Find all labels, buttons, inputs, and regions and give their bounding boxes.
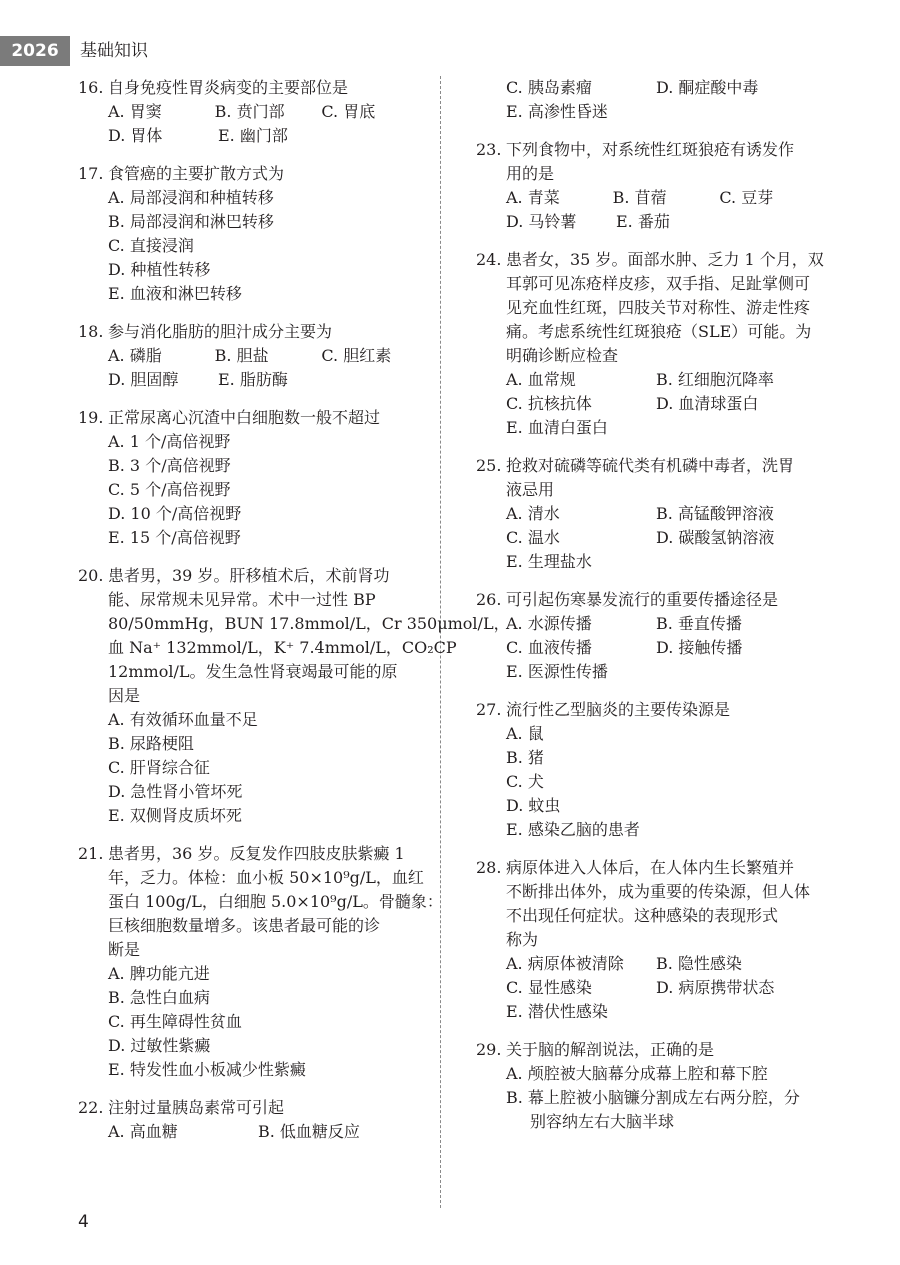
option-c[interactable]: C. 胃底 [321, 102, 376, 121]
option-d[interactable]: D. 急性肾小管坏死 [108, 782, 243, 801]
question-number: 22. [78, 1098, 104, 1117]
question-stem-line: 80/50mmHg，BUN 17.8mmol/L，Cr 350μmol/L， [108, 614, 510, 633]
option-b[interactable]: B. 高锰酸钾溶液 [656, 504, 774, 523]
question-stem-line: 因是 [108, 686, 141, 705]
question-number: 19. [78, 408, 104, 427]
option-c[interactable]: C. 胆红素 [321, 346, 392, 365]
option-b[interactable]: B. 低血糖反应 [258, 1122, 360, 1141]
option-b[interactable]: B. 局部浸润和淋巴转移 [108, 212, 274, 231]
option-a[interactable]: A. 血常规 [506, 370, 576, 389]
page-number: 4 [78, 1212, 89, 1232]
question-22 [78, 1096, 428, 1144]
option-e[interactable]: E. 血液和淋巴转移 [108, 284, 242, 303]
question-stem-line: 耳郭可见冻疮样皮疹，双手指、足趾掌侧可 [506, 274, 811, 293]
question-stem-line: 痛。考虑系统性红斑狼疮（SLE）可能。为 [506, 322, 812, 341]
option-a[interactable]: A. 脾功能亢进 [108, 964, 210, 983]
question-stem-line: 患者男，36 岁。反复发作四肢皮肤紫癜 1 [108, 844, 405, 863]
option-e[interactable]: E. 特发性血小板减少性紫癜 [108, 1060, 306, 1079]
question-stem: 食管癌的主要扩散方式为 [108, 164, 285, 183]
option-c[interactable]: C. 胰岛素瘤 [506, 78, 592, 97]
option-b[interactable]: B. 隐性感染 [656, 954, 742, 973]
option-a[interactable]: A. 清水 [506, 504, 560, 523]
question-number: 16. [78, 78, 104, 97]
question-stem-line: 患者男，39 岁。肝移植术后，术前肾功 [108, 566, 390, 585]
question-number: 27. [476, 700, 502, 719]
option-b[interactable]: B. 尿路梗阻 [108, 734, 194, 753]
option-b[interactable]: B. 猪 [506, 748, 544, 767]
question-stem: 关于脑的解剖说法，正确的是 [506, 1040, 715, 1059]
question-stem-line: 称为 [506, 930, 539, 949]
question-stem: 可引起伤寒暴发流行的重要传播途径是 [506, 590, 779, 609]
question-number: 18. [78, 322, 104, 341]
option-d[interactable]: D. 种植性转移 [108, 260, 211, 279]
option-c[interactable]: C. 犬 [506, 772, 544, 791]
option-b[interactable]: B. 急性白血病 [108, 988, 210, 1007]
page-header [0, 36, 900, 66]
option-b[interactable]: B. 胆盐 [214, 346, 269, 365]
option-a[interactable]: A. 水源传播 [506, 614, 592, 633]
option-e[interactable]: E. 番茄 [616, 212, 670, 231]
year-badge: 2026 [0, 36, 70, 66]
question-number: 29. [476, 1040, 502, 1059]
option-a[interactable]: A. 胃窦 [108, 102, 162, 121]
option-a[interactable]: A. 有效循环血量不足 [108, 710, 258, 729]
question-number: 21. [78, 844, 104, 863]
question-number: 17. [78, 164, 104, 183]
option-c[interactable]: C. 5 个/高倍视野 [108, 480, 231, 499]
option-a[interactable]: A. 病原体被清除 [506, 954, 624, 973]
question-27 [476, 698, 826, 842]
question-stem-line: 不出现任何症状。这种感染的表现形式 [506, 906, 779, 925]
question-number: 25. [476, 456, 502, 475]
option-a[interactable]: A. 局部浸润和种植转移 [108, 188, 274, 207]
question-16 [78, 76, 428, 148]
option-d[interactable]: D. 病原携带状态 [656, 978, 775, 997]
option-b[interactable]: B. 垂直传播 [656, 614, 742, 633]
question-17 [78, 162, 428, 306]
option-b[interactable]: B. 幕上腔被小脑镰分割成左右两分腔，分 [506, 1088, 800, 1107]
right-column [476, 76, 826, 1134]
option-e[interactable]: E. 双侧肾皮质坏死 [108, 806, 242, 825]
option-e[interactable]: E. 15 个/高倍视野 [108, 528, 241, 547]
question-stem-line: 明确诊断应检查 [506, 346, 619, 365]
question-stem-line: 液忌用 [506, 480, 555, 499]
option-c[interactable]: C. 再生障碍性贫血 [108, 1012, 242, 1031]
question-stem-line: 能、尿常规未见异常。术中一过性 BP [108, 590, 376, 609]
option-d[interactable]: D. 10 个/高倍视野 [108, 504, 242, 523]
question-23 [476, 138, 826, 234]
question-number: 24. [476, 250, 502, 269]
option-d[interactable]: D. 过敏性紫癜 [108, 1036, 211, 1055]
question-18 [78, 320, 428, 392]
question-stem-line: 12mmol/L。发生急性肾衰竭最可能的原 [108, 662, 398, 681]
question-number: 26. [476, 590, 502, 609]
option-e[interactable]: E. 高渗性昏迷 [506, 102, 608, 121]
option-a[interactable]: A. 青菜 [506, 188, 560, 207]
option-d[interactable]: D. 蚊虫 [506, 796, 561, 815]
question-stem-line: 血 Na⁺ 132mmol/L，K⁺ 7.4mmol/L，CO₂CP [108, 638, 457, 657]
option-a[interactable]: A. 磷脂 [108, 346, 162, 365]
question-stem-line: 用的是 [506, 164, 555, 183]
question-21 [78, 842, 443, 1082]
option-e[interactable]: E. 血清白蛋白 [506, 418, 608, 437]
question-stem: 流行性乙型脑炎的主要传染源是 [506, 700, 731, 719]
question-stem-line: 巨核细胞数量增多。该患者最可能的诊 [108, 916, 381, 935]
option-d[interactable]: D. 碳酸氢钠溶液 [656, 528, 775, 547]
option-b[interactable]: B. 苜蓿 [612, 188, 667, 207]
question-stem-line: 年，乏力。体检：血小板 50×10⁹g/L，血红 [108, 868, 424, 887]
question-stem-line: 断是 [108, 940, 141, 959]
option-c[interactable]: C. 显性感染 [506, 978, 592, 997]
question-number: 23. [476, 140, 502, 159]
question-stem: 注射过量胰岛素常可引起 [108, 1098, 285, 1117]
question-22-continued [476, 76, 826, 124]
option-e[interactable]: E. 医源性传播 [506, 662, 608, 681]
option-a[interactable]: A. 高血糖 [108, 1122, 178, 1141]
question-stem: 自身免疫性胃炎病变的主要部位是 [108, 78, 349, 97]
header-title: 基础知识 [80, 41, 148, 61]
option-b[interactable]: B. 3 个/高倍视野 [108, 456, 231, 475]
option-c[interactable]: C. 抗核抗体 [506, 394, 592, 413]
question-stem-line: 见充血性红斑，四肢关节对称性、游走性疼 [506, 298, 811, 317]
option-e[interactable]: E. 生理盐水 [506, 552, 592, 571]
option-d[interactable]: D. 马铃薯 [506, 212, 577, 231]
question-number: 28. [476, 858, 502, 877]
question-25 [476, 454, 826, 574]
option-a[interactable]: A. 鼠 [506, 724, 544, 743]
option-b[interactable]: B. 红细胞沉降率 [656, 370, 774, 389]
option-e[interactable]: E. 脂肪酶 [218, 370, 288, 389]
option-b-continued: 别容纳左右大脑半球 [530, 1112, 675, 1131]
question-stem-line: 患者女，35 岁。面部水肿、乏力 1 个月，双 [506, 250, 824, 269]
option-a[interactable]: A. 颅腔被大脑幕分成幕上腔和幕下腔 [506, 1064, 768, 1083]
option-a[interactable]: A. 1 个/高倍视野 [108, 432, 231, 451]
option-e[interactable]: E. 潜伏性感染 [506, 1002, 608, 1021]
question-29 [476, 1038, 826, 1134]
option-c[interactable]: C. 血液传播 [506, 638, 592, 657]
option-e[interactable]: E. 幽门部 [218, 126, 288, 145]
option-d[interactable]: D. 胃体 [108, 126, 163, 145]
question-stem-line: 下列食物中，对系统性红斑狼疮有诱发作 [506, 140, 795, 159]
option-c[interactable]: C. 温水 [506, 528, 560, 547]
question-number: 20. [78, 566, 104, 585]
question-stem-line: 病原体进入人体后，在人体内生长繁殖并 [506, 858, 795, 877]
question-28 [476, 856, 826, 1024]
question-stem-line: 蛋白 100g/L，白细胞 5.0×10⁹g/L。骨髓象： [108, 892, 443, 911]
question-stem-line: 不断排出体外，成为重要的传染源，但人体 [506, 882, 811, 901]
question-stem: 参与消化脂肪的胆汁成分主要为 [108, 322, 333, 341]
option-d[interactable]: D. 接触传播 [656, 638, 743, 657]
option-c[interactable]: C. 直接浸润 [108, 236, 194, 255]
option-d[interactable]: D. 血清球蛋白 [656, 394, 759, 413]
option-c[interactable]: C. 肝肾综合征 [108, 758, 210, 777]
question-stem-line: 抢救对硫磷等硫代类有机磷中毒者，洗胃 [506, 456, 795, 475]
option-d[interactable]: D. 酮症酸中毒 [656, 78, 759, 97]
option-e[interactable]: E. 感染乙脑的患者 [506, 820, 640, 839]
option-c[interactable]: C. 豆芽 [719, 188, 774, 207]
option-b[interactable]: B. 贲门部 [214, 102, 285, 121]
question-19 [78, 406, 428, 550]
option-d[interactable]: D. 胆固醇 [108, 370, 179, 389]
question-stem: 正常尿离心沉渣中白细胞数一般不超过 [108, 408, 381, 427]
question-24 [476, 248, 826, 440]
question-26 [476, 588, 826, 684]
